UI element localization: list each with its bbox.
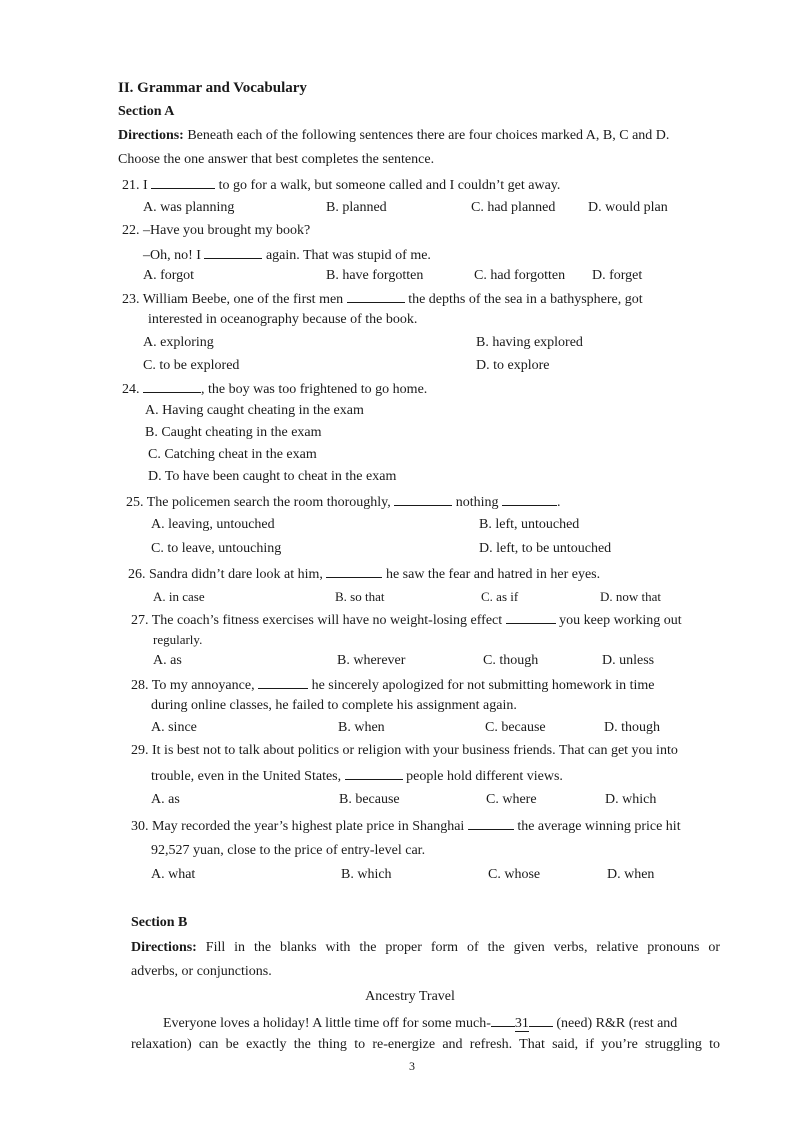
passage-text: (need) R&R (rest and <box>556 1016 678 1031</box>
q22-option-a[interactable]: A. forgot <box>143 268 195 283</box>
q27-option-c[interactable]: C. though <box>483 653 539 668</box>
directions-b-line1 <box>131 939 720 957</box>
stem-pre: 21. I <box>122 178 148 193</box>
question-30-line2: 92,527 yuan, close to the price of entry-level car. <box>151 843 426 858</box>
answer-blank[interactable] <box>204 245 262 259</box>
stem-post: he saw the fear and hatred in her eyes. <box>385 567 601 582</box>
q25-option-b[interactable]: B. left, untouched <box>479 517 580 532</box>
q21-option-d[interactable]: D. would plan <box>588 200 668 215</box>
q30-option-c[interactable]: C. whose <box>488 867 541 882</box>
directions-a-line2: Choose the one answer that best completes the sentence. <box>118 152 435 167</box>
q21-option-b[interactable]: B. planned <box>326 200 387 215</box>
q25-option-d[interactable]: D. left, to be untouched <box>479 541 612 556</box>
question-26-stem <box>128 564 600 584</box>
q27-option-b[interactable]: B. wherever <box>337 653 406 668</box>
stem-pre: 23. William Beebe, one of the first men <box>122 292 344 307</box>
q29-option-d[interactable]: D. which <box>605 792 657 807</box>
directions-a-line1 <box>118 127 669 145</box>
q26-option-c[interactable]: C. as if <box>481 589 519 604</box>
q28-option-a[interactable]: A. since <box>151 720 197 735</box>
q26-option-b[interactable]: B. so that <box>335 589 385 604</box>
passage-text: Everyone loves a holiday! A little time off for some much- <box>163 1016 491 1031</box>
stem-pre: 25. The policemen search the room thoroughly, <box>126 495 391 510</box>
q24-option-b[interactable]: B. Caught cheating in the exam <box>145 425 322 440</box>
q26-option-a[interactable]: A. in case <box>153 589 205 604</box>
q24-option-c[interactable]: C. Catching cheat in the exam <box>148 447 317 462</box>
stem-pre: 28. To my annoyance, <box>131 678 255 693</box>
stem-pre: 24. <box>122 382 140 397</box>
q29-option-c[interactable]: C. where <box>486 792 537 807</box>
part-title: II. Grammar and Vocabulary <box>118 80 307 96</box>
q23-option-c[interactable]: C. to be explored <box>143 358 240 373</box>
stem-pre: 26. Sandra didn’t dare look at him, <box>128 567 323 582</box>
q27-option-a[interactable]: A. as <box>153 653 182 668</box>
stem-pre: 27. The coach’s fitness exercises will have no weight-losing effect <box>131 613 503 628</box>
question-30-stem <box>131 816 681 836</box>
q24-option-a[interactable]: A. Having caught cheating in the exam <box>145 403 364 418</box>
question-23-stem <box>122 289 643 309</box>
q22-option-b[interactable]: B. have forgotten <box>326 268 424 283</box>
q28-option-d[interactable]: D. though <box>604 720 660 735</box>
answer-blank[interactable] <box>506 610 556 624</box>
answer-blank[interactable] <box>347 289 405 303</box>
stem-post: people hold different views. <box>406 769 563 784</box>
answer-blank[interactable] <box>326 564 382 578</box>
q25-option-c[interactable]: C. to leave, untouching <box>151 541 282 556</box>
stem-post: again. That was stupid of me. <box>265 248 431 263</box>
q23-option-b[interactable]: B. having explored <box>476 335 583 350</box>
question-27-stem <box>131 610 682 630</box>
stem-mid: nothing <box>455 495 499 510</box>
stem-post: the average winning price hit <box>517 819 681 834</box>
answer-blank[interactable] <box>345 766 403 780</box>
stem-post: he sincerely apologized for not submitting homework in time <box>311 678 655 693</box>
question-23-line2: interested in oceanography because of the book. <box>148 312 418 327</box>
question-21-stem <box>122 175 560 195</box>
question-25-stem <box>126 492 561 512</box>
question-27-line2: regularly. <box>153 632 203 647</box>
answer-blank[interactable] <box>151 175 215 189</box>
question-29-line1: 29. It is best not to talk about politics or religion with your business friends. That can get you into <box>131 743 678 758</box>
stem-post: the depths of the sea in a bathysphere, got <box>408 292 643 307</box>
stem-pre: 30. May recorded the year’s highest plate price in Shanghai <box>131 819 465 834</box>
directions-b-line2: adverbs, or conjunctions. <box>131 964 272 979</box>
answer-blank[interactable] <box>143 379 201 393</box>
question-28-stem <box>131 675 655 695</box>
stem-post: you keep working out <box>559 613 682 628</box>
section-b-title: Section B <box>131 915 188 930</box>
question-29-stem <box>151 766 563 786</box>
stem-post: . <box>557 495 561 510</box>
q23-option-a[interactable]: A. exploring <box>143 335 214 350</box>
directions-text: Fill in the blanks with the proper form of the given verbs, relative pronouns or <box>205 940 721 955</box>
q29-option-a[interactable]: A. as <box>151 792 180 807</box>
q29-option-b[interactable]: B. because <box>339 792 400 807</box>
directions-label: Directions: <box>118 128 184 143</box>
q30-option-b[interactable]: B. which <box>341 867 392 882</box>
q23-option-d[interactable]: D. to explore <box>476 358 550 373</box>
blank-31-left <box>491 1013 515 1027</box>
q28-option-b[interactable]: B. when <box>338 720 385 735</box>
passage-title: Ancestry Travel <box>365 989 455 1004</box>
stem-post: , the boy was too frightened to go home. <box>201 382 428 397</box>
answer-blank-2[interactable] <box>502 492 557 506</box>
q21-option-a[interactable]: A. was planning <box>143 200 235 215</box>
section-a-title: Section A <box>118 104 175 119</box>
question-22-line1: 22. –Have you brought my book? <box>122 223 311 238</box>
stem-pre: –Oh, no! I <box>143 248 201 263</box>
question-24-stem <box>122 379 427 399</box>
page-number: 3 <box>409 1059 415 1073</box>
directions-text: Beneath each of the following sentences there are four choices marked A, B, C and D. <box>187 128 670 143</box>
question-28-line2: during online classes, he failed to complete his assignment again. <box>151 698 517 713</box>
answer-blank[interactable] <box>468 816 514 830</box>
stem-post: to go for a walk, but someone called and I couldn’t get away. <box>218 178 561 193</box>
answer-blank[interactable] <box>258 675 308 689</box>
q22-option-c[interactable]: C. had forgotten <box>474 268 566 283</box>
passage-line2: relaxation) can be exactly the thing to re-energize and refresh. That said, if you’re struggling to <box>131 1037 720 1052</box>
q21-option-c[interactable]: C. had planned <box>471 200 556 215</box>
stem-pre: trouble, even in the United States, <box>151 769 342 784</box>
blank-31-number: 31 <box>514 1016 529 1031</box>
passage-line1 <box>163 1013 677 1033</box>
answer-blank-1[interactable] <box>394 492 452 506</box>
directions-label: Directions: <box>131 940 197 955</box>
question-22-stem <box>143 245 431 265</box>
q27-option-d[interactable]: D. unless <box>602 653 655 668</box>
q28-option-c[interactable]: C. because <box>485 720 546 735</box>
q25-option-a[interactable]: A. leaving, untouched <box>151 517 275 532</box>
q26-option-d[interactable]: D. now that <box>600 589 662 604</box>
q24-option-d[interactable]: D. To have been caught to cheat in the exam <box>148 469 397 484</box>
q30-option-d[interactable]: D. when <box>607 867 655 882</box>
blank-31-input[interactable] <box>529 1013 553 1027</box>
q22-option-d[interactable]: D. forget <box>592 268 643 283</box>
q30-option-a[interactable]: A. what <box>151 867 196 882</box>
